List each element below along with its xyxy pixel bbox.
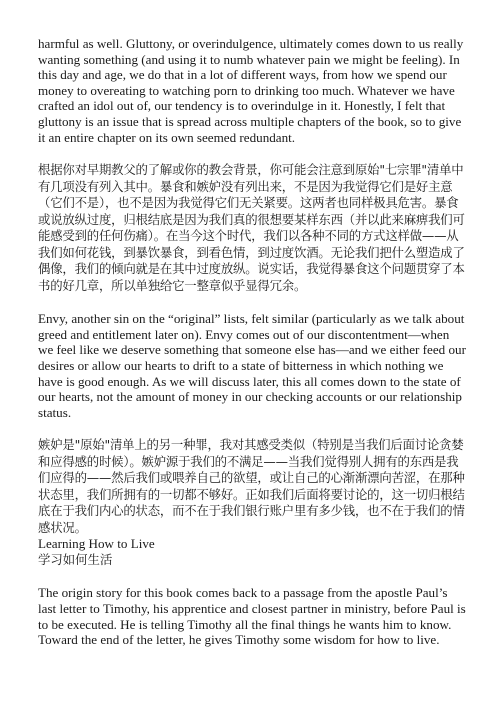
paragraph-envy-zh: 嫉妒是"原始"清单上的另一种罪，我对其感受类似（特别是当我们后面讨论贪婪和应得感的时候）。嫉妒源于我们的不满足——当我们觉得别人拥有的东西是我们应得的——然后我们或喂养自己的欲望，或让自己的心渐渐漂向苦涩，在那种状态里，我们所拥有的一切都不够好。正如我们后面将要讨论的，这一切归根结底在于我们内心的状态，而不在于我们银行账户里有多少钱，也不在于我们的情感状况。: [38, 437, 465, 535]
paragraph-origin-en: The origin story for this book comes back to a passage from the apostle Paul’s last letter to Timothy, his apprentice and closest partner in ministry, before Paul is to be executed. He is telling Timothy all the final things he wants him to know. Toward the end of the letter, he gives Timothy some wisdom for how to live.: [38, 585, 466, 648]
paragraph-gluttony-zh: 根据你对早期教父的了解或你的教会背景，你可能会注意到原始"七宗罪"清单中有几项没有列入其中。暴食和嫉妒没有列出来，不是因为我觉得它们是好主意（它们不是），也不是因为我觉得它们无关紧要。这两者也同样极具危害。暴食或说放纵过度，归根结底是因为我们真的很想要某样东西（并以此来麻痹我们可能感受到的任何伤痛）。在当今这个时代，我们以各种不同的方式这样做——从我们如何花钱，到暴饮暴食，到看色情，到过度饮酒。无论我们把什么塑造成了偶像，我们的倾向就是在其中过度放纵。说实话，我觉得暴食这个问题贯穿了本书的好几章，所以单独给它一整章似乎显得冗余。: [38, 162, 465, 293]
document-page: [38, 36, 466, 648]
paragraph-envy-en: Envy, another sin on the “original” lists, felt similar (particularly as we talk about greed and entitlement later on). Envy comes out of our discontentment—when we feel like we deserve something that someone else has—and we either feed our desires or allow our hearts to drift to a state of bitterness in which nothing we have is good enough. As we will discuss later, this all comes down to the state of our hearts, not the amount of money in our checking accounts or our relationship status.: [38, 311, 466, 420]
paragraph-gluttony-en: harmful as well. Gluttony, or overindulgence, ultimately comes down to us really wanting something (and using it to numb whatever pain we might be feeling). In this day and age, we do that in a lot of different ways, from how we spend our money to overeating to watching porn to drinking too much. Whatever we have crafted an idol out of, our tendency is to overindulge in it. Honestly, I felt that gluttony is an issue that is spread across multiple chapters of the book, so to give it an entire chapter on its own seemed redundant.: [38, 36, 464, 145]
section-heading-en: Learning How to Live: [38, 536, 155, 552]
section-heading-zh: 学习如何生活: [38, 551, 113, 567]
